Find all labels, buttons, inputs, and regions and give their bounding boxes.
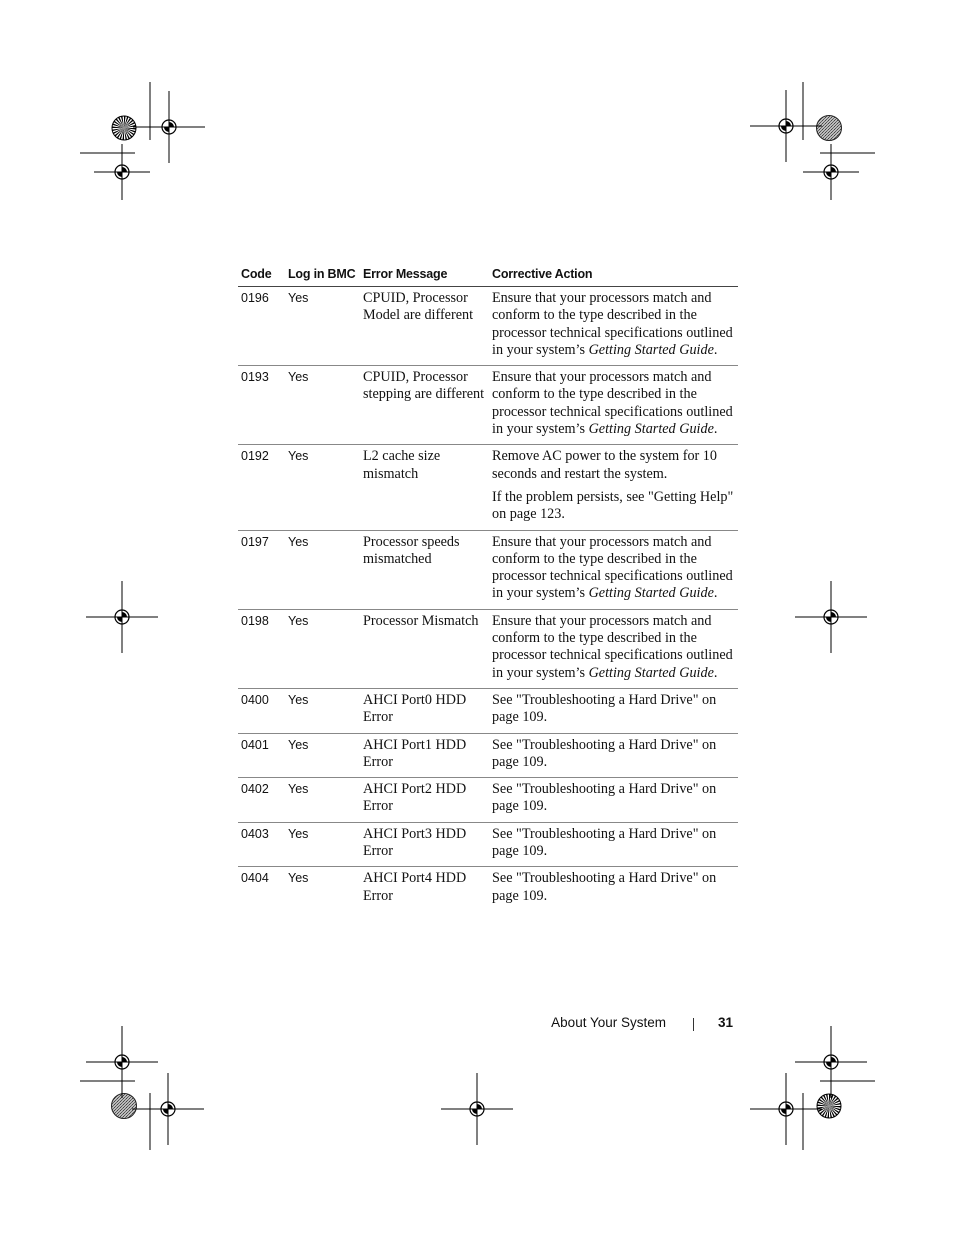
table-row xyxy=(238,366,738,445)
cell-code: 0400 xyxy=(238,688,285,733)
action-text: Ensure that your processors match and conform to the type described in the processor technical specifications outlined in your system’s xyxy=(492,290,733,358)
cell-corrective-action xyxy=(489,778,738,823)
action-text: See "Troubleshooting a Hard Drive" on page 109. xyxy=(492,736,717,770)
action-text: See "Troubleshooting a Hard Drive" on page 109. xyxy=(492,870,717,904)
cell-error-message: CPUID, Processor stepping are different xyxy=(360,366,489,445)
action-followup: If the problem persists, see "Getting Help" on page 123. xyxy=(492,488,734,523)
cell-corrective-action xyxy=(489,609,738,688)
table-row xyxy=(238,688,738,733)
cell-error-message: L2 cache size mismatch xyxy=(360,445,489,530)
table-header-row xyxy=(238,263,738,287)
cell-corrective-action xyxy=(489,733,738,778)
action-end: . xyxy=(713,341,718,358)
cell-code: 0192 xyxy=(238,445,285,530)
cell-error-message: AHCI Port2 HDD Error xyxy=(360,778,489,823)
cell-log-in-bmc: Yes xyxy=(285,778,360,823)
cell-error-message: Processor speeds mismatched xyxy=(360,530,489,609)
table-row xyxy=(238,609,738,688)
header-log-in-bmc: Log in BMC xyxy=(285,263,360,287)
action-text: Ensure that your processors match and conform to the type described in the processor technical specifications outlined in your system’s xyxy=(492,369,733,438)
cell-log-in-bmc: Yes xyxy=(285,609,360,688)
footer-section-title: About Your System xyxy=(551,1015,666,1030)
cell-log-in-bmc: Yes xyxy=(285,445,360,530)
cell-corrective-action xyxy=(489,688,738,733)
header-error-message: Error Message xyxy=(360,263,489,287)
action-guide-title: Getting Started Guide xyxy=(588,664,714,681)
cell-code: 0402 xyxy=(238,778,285,823)
header-corrective-action: Corrective Action xyxy=(489,263,738,287)
cell-error-message: AHCI Port0 HDD Error xyxy=(360,688,489,733)
cell-corrective-action xyxy=(489,366,738,445)
cell-code: 0196 xyxy=(238,287,285,366)
cell-log-in-bmc: Yes xyxy=(285,688,360,733)
table-row xyxy=(238,445,738,530)
table-row xyxy=(238,287,738,366)
table-row xyxy=(238,733,738,778)
cell-corrective-action xyxy=(489,287,738,366)
action-text: See "Troubleshooting a Hard Drive" on page 109. xyxy=(492,825,717,860)
footer-separator xyxy=(693,1018,694,1031)
cell-log-in-bmc: Yes xyxy=(288,871,309,886)
action-end: . xyxy=(713,585,718,602)
action-text: Remove AC power to the system for 10 seconds and restart the system. xyxy=(492,448,717,482)
cell-error-message: AHCI Port4 HDD Error xyxy=(363,870,467,904)
cell-code: 0197 xyxy=(238,530,285,609)
cell-error-message: CPUID, Processor Model are different xyxy=(360,287,489,366)
action-guide-title: Getting Started Guide xyxy=(588,585,714,602)
cell-error-message: AHCI Port1 HDD Error xyxy=(360,733,489,778)
page-footer xyxy=(520,1015,736,1035)
page-number: 31 xyxy=(717,1015,733,1030)
table-row xyxy=(238,822,738,867)
cell-corrective-action xyxy=(489,822,738,867)
table-row xyxy=(238,778,738,823)
cell-code: 0401 xyxy=(238,733,285,778)
cell-error-message: AHCI Port3 HDD Error xyxy=(360,822,489,867)
header-code: Code xyxy=(238,263,285,287)
cell-code: 0404 xyxy=(241,871,269,886)
cell-error-message: Processor Mismatch xyxy=(360,609,489,688)
action-text: Ensure that your processors match and conform to the type described in the processor technical specifications outlined in your system’s xyxy=(492,612,733,681)
table-row xyxy=(238,867,738,911)
cell-log-in-bmc: Yes xyxy=(285,733,360,778)
error-code-table xyxy=(238,263,738,911)
action-text: Ensure that your processors match and conform to the type described in the processor technical specifications outlined in your system’s xyxy=(492,533,733,602)
action-text: See "Troubleshooting a Hard Drive" on page 109. xyxy=(492,781,717,815)
cell-corrective-action xyxy=(489,530,738,609)
cell-code: 0198 xyxy=(238,609,285,688)
cell-log-in-bmc: Yes xyxy=(285,287,360,366)
action-end: . xyxy=(713,421,718,438)
cell-log-in-bmc: Yes xyxy=(285,822,360,867)
action-end: . xyxy=(713,664,718,681)
action-guide-title: Getting Started Guide xyxy=(588,421,714,438)
action-text: See "Troubleshooting a Hard Drive" on page 109. xyxy=(492,691,717,726)
cell-code: 0403 xyxy=(238,822,285,867)
cell-corrective-action xyxy=(489,445,738,530)
table-row xyxy=(238,530,738,609)
cell-log-in-bmc: Yes xyxy=(285,366,360,445)
cell-log-in-bmc: Yes xyxy=(285,530,360,609)
cell-code: 0193 xyxy=(238,366,285,445)
cell-corrective-action xyxy=(489,867,738,911)
action-guide-title: Getting Started Guide xyxy=(588,341,714,358)
